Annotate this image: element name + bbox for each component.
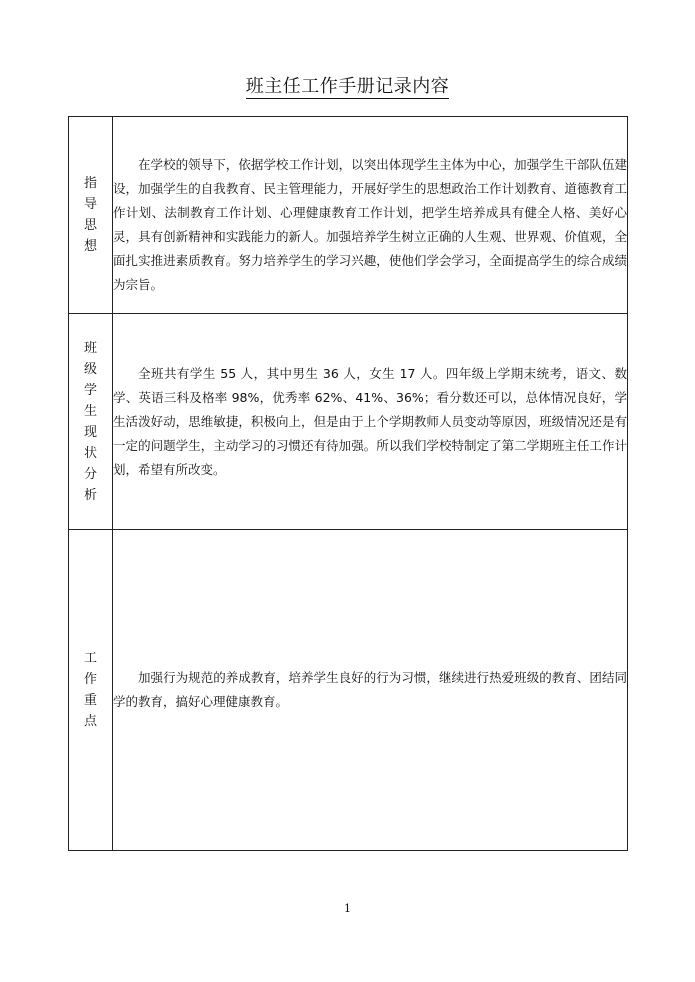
row-label-cell bbox=[69, 530, 113, 851]
page-title bbox=[0, 76, 695, 98]
row-label-class-analysis: 班级学生现状分析 bbox=[83, 340, 97, 503]
row-label-cell bbox=[69, 314, 113, 530]
class-analysis-text: 全班共有学生 55 人，其中男生 36 人，女生 17 人。四年级上学期末统考，语文、数学、英语三科及格率 98%，优秀率 62%、41%、36%；看分数还可以，总体情况良好，学生活泼好动，思维敏捷，积极向上，但是由于上个学期教师人员变动等原因，班级情况还是有一定的问题学生，主动学习的习惯还有待加强。所以我们学校特制定了第二学期班主任工作计划，希望有所改变。 bbox=[113, 365, 627, 477]
row-content-cell bbox=[113, 530, 628, 851]
page-number: 1 bbox=[344, 902, 351, 915]
row-content-cell bbox=[113, 117, 628, 314]
work-focus-text: 加强行为规范的养成教育，培养学生良好的行为习惯，继续进行热爱班级的教育、团结同学的教育，搞好心理健康教育。 bbox=[113, 670, 627, 709]
row-label-work-focus: 工作重点 bbox=[83, 651, 97, 729]
row-label-cell bbox=[69, 117, 113, 314]
table-row-work-focus bbox=[69, 530, 628, 851]
table-row-guiding-ideology bbox=[69, 117, 628, 314]
row-content-cell bbox=[113, 314, 628, 530]
guiding-ideology-text: 在学校的领导下，依据学校工作计划，以突出体现学生主体为中心，加强学生干部队伍建设，加强学生的自我教育、民主管理能力，开展好学生的思想政治工作计划教育、道德教育工作计划、法制教育工作计划、心理健康教育工作计划，把学生培养成具有健全人格、美好心灵，具有创新精神和实践能力的新人。加强培养学生树立正确的人生观、世界观、价值观，全面扎实推进素质教育。努力培养学生的学习兴趣，使他们学会学习，全面提高学生的综合成绩为宗旨。 bbox=[113, 157, 627, 292]
table-row-class-analysis bbox=[69, 314, 628, 530]
record-table bbox=[68, 116, 628, 851]
row-label-guiding-ideology: 指导思想 bbox=[83, 176, 97, 254]
page-title-text: 班主任工作手册记录内容 bbox=[245, 76, 450, 97]
